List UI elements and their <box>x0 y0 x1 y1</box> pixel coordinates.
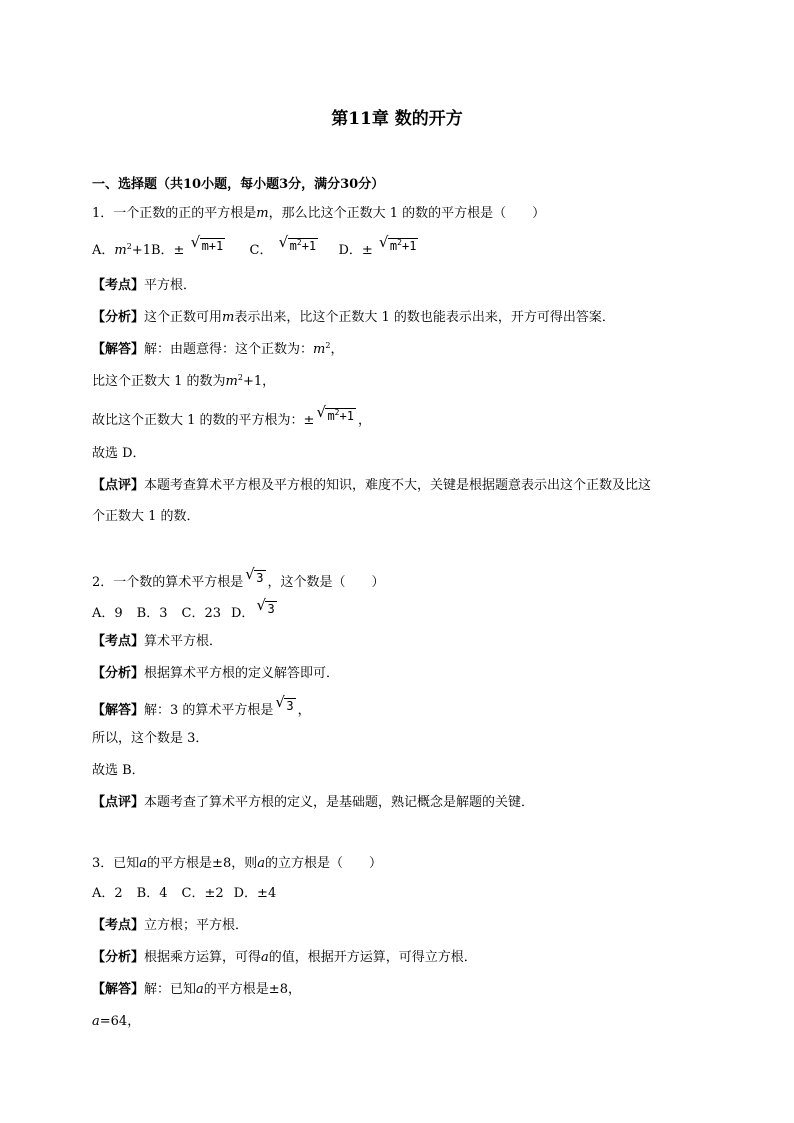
radical-sign-icon: √ <box>190 233 201 251</box>
q1-option-c-exp: 2 <box>296 238 302 247</box>
radical-sign-icon: √ <box>316 403 326 421</box>
q1-line2-exp: 2 <box>237 373 243 382</box>
q1-stem-text-end: ，那么比这个正数大 1 的数的平方根是（ ） <box>268 206 546 221</box>
q1-fenxi-text-end: 表示出来，比这个正数大 1 的数也能表示出来，开方可得出答案． <box>234 310 615 325</box>
q1-solution-line-2 <box>92 374 275 390</box>
fenxi-label: 【分析】 <box>92 666 145 681</box>
q1-option-d-radical <box>378 233 419 253</box>
q1-option-b-radicand: m+1 <box>201 239 224 253</box>
q2-fenxi <box>92 666 339 682</box>
q1-dianping-text: 本题考查算术平方根及平方根的知识，难度不大，关键是根据题意表示出这个正数及比这 <box>144 478 652 493</box>
q3-stem <box>92 856 382 872</box>
q3-line2-text: =64， <box>99 1014 141 1029</box>
q1-options <box>92 233 420 259</box>
q2-jieda <box>92 693 311 719</box>
q3-stem-text: 3．已知 <box>92 856 140 871</box>
q1-option-d-var: m <box>389 239 398 253</box>
q3-stem-text-mid: 的平方根是±8，则 <box>147 856 258 871</box>
q1-option-a-exp: 2 <box>126 242 132 251</box>
q1-line3-text: 故比这个正数大 1 的数的平方根为：± <box>92 413 315 428</box>
q2-kaodian <box>92 634 222 650</box>
q3-jieda-var: a <box>196 982 204 997</box>
q3-option-a: A．2 <box>92 886 123 901</box>
kaodian-label: 【考点】 <box>92 278 145 293</box>
q1-dianping <box>92 478 651 494</box>
q3-stem-var: a <box>139 856 148 871</box>
q1-option-d-tail: +1 <box>401 239 417 253</box>
q2-jieda-text: 解：3 的算术平方根是 <box>144 703 274 718</box>
q1-stem-var: m <box>256 206 269 221</box>
jieda-label: 【解答】 <box>92 342 145 357</box>
q1-answer: 故选 D． <box>92 446 146 461</box>
q1-jieda-text: 解：由题意得：这个正数为： <box>144 342 314 357</box>
page-title: 第11章 数的开方 <box>331 109 463 129</box>
radical-sign-icon: √ <box>275 693 285 711</box>
q2-fenxi-text: 根据算术平方根的定义解答即可． <box>144 666 340 681</box>
q1-line3-text-end: ， <box>357 413 371 428</box>
radical-sign-icon: √ <box>378 233 389 251</box>
q3-option-c: C．±2 <box>181 886 224 901</box>
q1-line2-text-end: +1， <box>242 374 276 389</box>
q3-line2-var: a <box>92 1014 100 1029</box>
q1-kaodian <box>92 278 196 294</box>
fenxi-label: 【分析】 <box>92 310 145 325</box>
q1-jieda-var: m <box>313 342 326 357</box>
q1-stem <box>92 206 545 222</box>
q3-fenxi-text: 根据乘方运算，可得 <box>144 950 262 965</box>
q2-kaodian-text: 算术平方根． <box>144 634 223 649</box>
q2-option-a: A．9 <box>92 606 123 621</box>
q3-jieda-text-end: 的平方根是±8， <box>203 982 301 997</box>
q1-option-c-tail: +1 <box>301 239 317 253</box>
q1-solution-line-3 <box>92 403 371 429</box>
q1-option-c-radical <box>278 233 319 253</box>
fenxi-label: 【分析】 <box>92 950 145 965</box>
q1-line3-var: m <box>327 409 335 423</box>
q1-dianping-cont: 个正数大 1 的数． <box>92 509 200 524</box>
q1-line2-var: m <box>225 374 238 389</box>
q3-stem-var-2: a <box>257 856 265 871</box>
q2-jieda-radicand: 3 <box>286 699 294 713</box>
q1-option-d-label: D．± <box>338 243 373 258</box>
q1-fenxi-var: m <box>222 310 235 325</box>
q1-option-d-exp: 2 <box>397 238 402 247</box>
q3-option-b: B．4 <box>136 886 168 901</box>
q1-line2-text: 比这个正数大 1 的数为 <box>92 374 226 389</box>
jieda-label: 【解答】 <box>92 982 145 997</box>
q1-jieda <box>92 342 343 358</box>
q3-stem-text-end: 的立方根是（ ） <box>264 856 382 871</box>
q1-line3-exp: 2 <box>334 408 340 417</box>
q3-jieda-text: 解：已知 <box>144 982 197 997</box>
q1-jieda-text-end: ， <box>330 342 344 357</box>
q3-fenxi-text-end: 的值，根据开方运算，可得立方根． <box>268 950 477 965</box>
q1-fenxi-text: 这个正数可用 <box>144 310 223 325</box>
dianping-label: 【点评】 <box>92 478 145 493</box>
q2-stem <box>92 565 385 591</box>
q1-fenxi <box>92 310 615 326</box>
q2-stem-radicand: 3 <box>256 571 264 585</box>
q3-option-d: D．±4 <box>233 886 277 901</box>
q1-option-b-radical <box>190 233 226 253</box>
q2-option-c: C．23 <box>181 606 221 621</box>
radical-sign-icon: √ <box>245 565 255 583</box>
section-heading: 一、选择题（共10小题，每小题3分，满分30分） <box>92 177 385 192</box>
q2-jieda-text-end: ， <box>297 703 311 718</box>
q1-jieda-exp: 2 <box>325 341 331 350</box>
q1-option-c-var: m <box>289 239 297 253</box>
q3-jieda <box>92 982 301 998</box>
kaodian-label: 【考点】 <box>92 634 145 649</box>
q3-fenxi <box>92 950 477 966</box>
kaodian-label: 【考点】 <box>92 918 145 933</box>
q2-option-d-label: D． <box>231 606 255 621</box>
q1-option-c-label: C． <box>249 243 273 258</box>
q3-solution-line-2 <box>92 1014 140 1030</box>
q3-kaodian-text: 立方根；平方根． <box>144 918 249 933</box>
jieda-label: 【解答】 <box>92 703 145 718</box>
radical-sign-icon: √ <box>256 596 266 614</box>
q2-stem-text-end: ，这个数是（ ） <box>267 575 385 590</box>
q1-option-a-label: A． <box>92 243 115 258</box>
q2-option-d-radical <box>256 596 276 616</box>
dianping-label: 【点评】 <box>92 795 145 810</box>
q2-option-b: B．3 <box>136 606 168 621</box>
q1-stem-text: 1．一个正数的正的平方根是 <box>92 206 257 221</box>
q1-option-b-label: +1B．± <box>131 243 185 258</box>
q2-answer: 故选 B． <box>92 763 145 778</box>
q2-jieda-radical <box>275 693 295 713</box>
q3-options <box>92 886 276 902</box>
q1-line3-tail: +1 <box>339 409 354 423</box>
q3-kaodian <box>92 918 248 934</box>
q2-stem-text: 2．一个数的算术平方根是 <box>92 575 244 590</box>
q1-option-a-var: m <box>114 243 127 258</box>
q2-stem-radical <box>245 565 265 585</box>
radical-sign-icon: √ <box>278 233 289 251</box>
q2-options <box>92 596 279 622</box>
q3-fenxi-var: a <box>261 950 269 965</box>
q2-solution-line-2: 所以，这个数是 3． <box>92 731 209 746</box>
q1-kaodian-text: 平方根． <box>144 278 197 293</box>
q1-line3-radical <box>316 403 356 423</box>
q2-option-d-radicand: 3 <box>267 602 275 616</box>
q2-dianping-text: 本题考查了算术平方根的定义，是基础题，熟记概念是解题的关键． <box>144 795 535 810</box>
q2-dianping <box>92 795 534 811</box>
